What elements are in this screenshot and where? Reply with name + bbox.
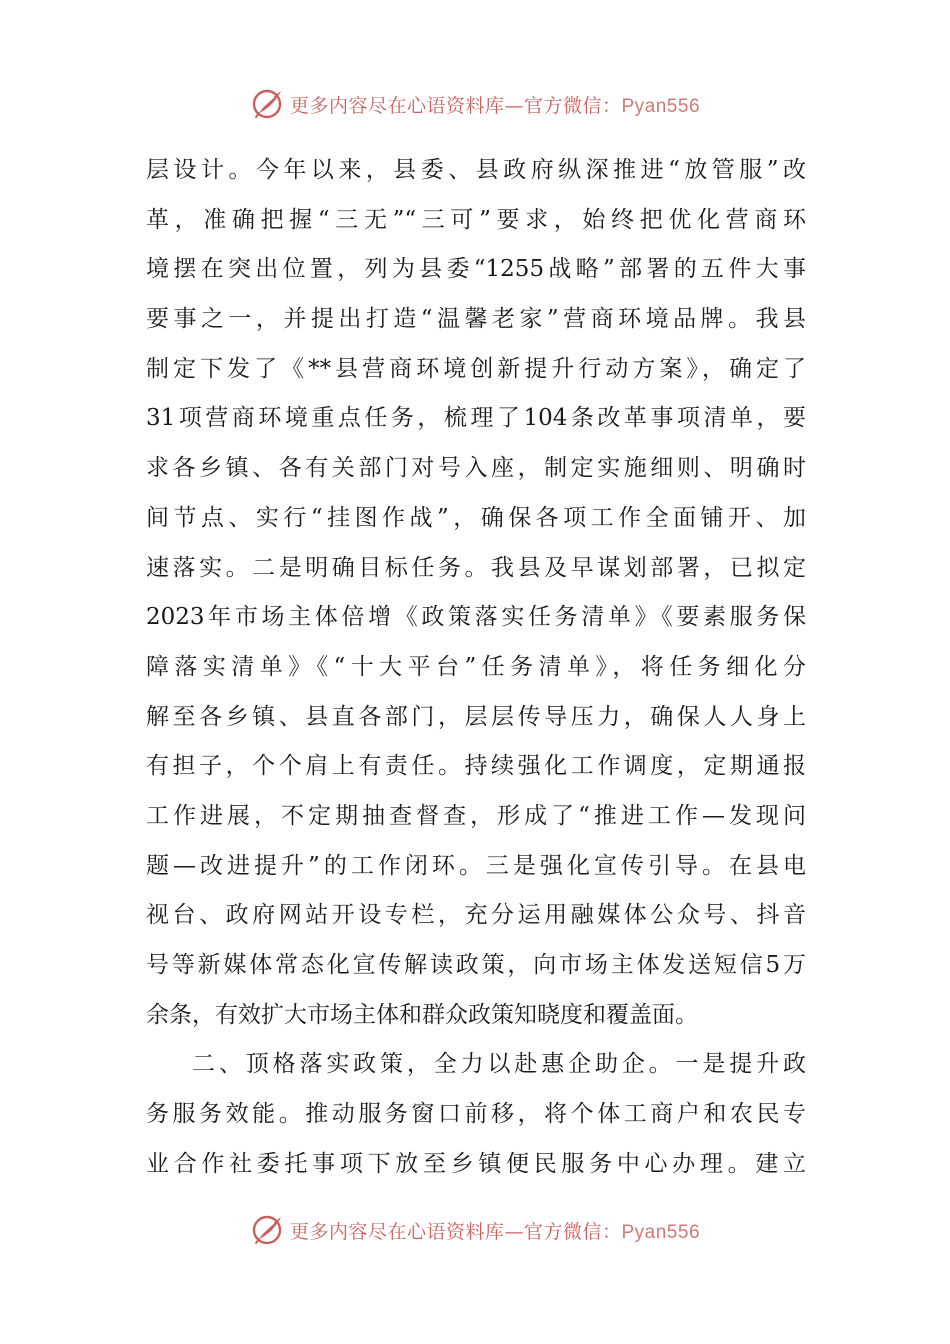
body-line: 速落实。二是明确目标任务。我县及早谋划部署，已拟定: [146, 554, 806, 581]
body-line: 视台、政府网站开设专栏，充分运用融媒体公众号、抖音: [146, 902, 806, 929]
body-line: 31项营商环境重点任务，梳理了104条改革事项清单，要: [146, 405, 806, 432]
body-line: 层设计。今年以来，县委、县政府纵深推进“放管服”改: [146, 157, 806, 183]
body-line: 要事之一，并提出打造“温馨老家”营商环境品牌。我县: [146, 306, 806, 333]
body-line: 求各乡镇、各有关部门对号入座，制定实施细则、明确时: [146, 455, 806, 482]
quill-logo-icon: [250, 86, 286, 122]
body-line: 2023年市场主体倍增《政策落实任务清单》《要素服务保: [146, 604, 806, 631]
header-wechat-id: Pyan556: [621, 95, 701, 117]
body-line: 业合作社委托事项下放至乡镇便民服务中心办理。建立: [146, 1150, 806, 1177]
header-banner-text: [290, 91, 700, 118]
footer-banner-label: 更多内容尽在心语资料库—官方微信：: [289, 1220, 622, 1243]
footer-banner-inner: [250, 1212, 700, 1248]
body-line: 题—改进提升”的工作闭环。三是强化宣传引导。在县电: [146, 852, 806, 879]
body-line-section-heading: 二、顶格落实政策，全力以赴惠企助企。一是提升政: [192, 1051, 806, 1078]
body-line: 解至各乡镇、县直各部门，层层传导压力，确保人人身上: [146, 703, 806, 730]
body-line-paragraph-end: 余条，有效扩大市场主体和群众政策知晓度和覆盖面。: [146, 1001, 698, 1028]
footer-wechat-id: Pyan556: [621, 1221, 701, 1243]
body-line: 号等新媒体常态化宣传解读政策，向市场主体发送短信5万: [146, 952, 806, 978]
body-line: 间节点、实行“挂图作战”，确保各项工作全面铺开、加: [146, 504, 806, 531]
header-banner-label: 更多内容尽在心语资料库—官方微信：: [289, 94, 622, 117]
header-banner-inner: [250, 86, 700, 122]
body-line: 制定下发了《**县营商环境创新提升行动方案》，确定了: [146, 355, 806, 382]
footer-watermark-banner: [0, 1210, 950, 1250]
body-line: 障落实清单》《“十大平台”任务清单》，将任务细化分: [146, 653, 806, 680]
header-watermark-banner: [0, 84, 950, 124]
footer-banner-text: [290, 1217, 700, 1244]
body-line: 革，准确把握“三无”“三可”要求，始终把优化营商环: [146, 206, 806, 233]
body-line: 境摆在突出位置，列为县委“1255战略”部署的五件大事: [146, 256, 806, 283]
quill-logo-icon: [250, 1212, 286, 1248]
body-line: 务服务效能。推动服务窗口前移，将个体工商户和农民专: [146, 1101, 806, 1128]
document-body: [146, 146, 806, 1189]
body-line: 工作进展，不定期抽查督查，形成了“推进工作—发现问: [146, 802, 806, 829]
body-line: 有担子，个个肩上有责任。持续强化工作调度，定期通报: [146, 753, 806, 780]
